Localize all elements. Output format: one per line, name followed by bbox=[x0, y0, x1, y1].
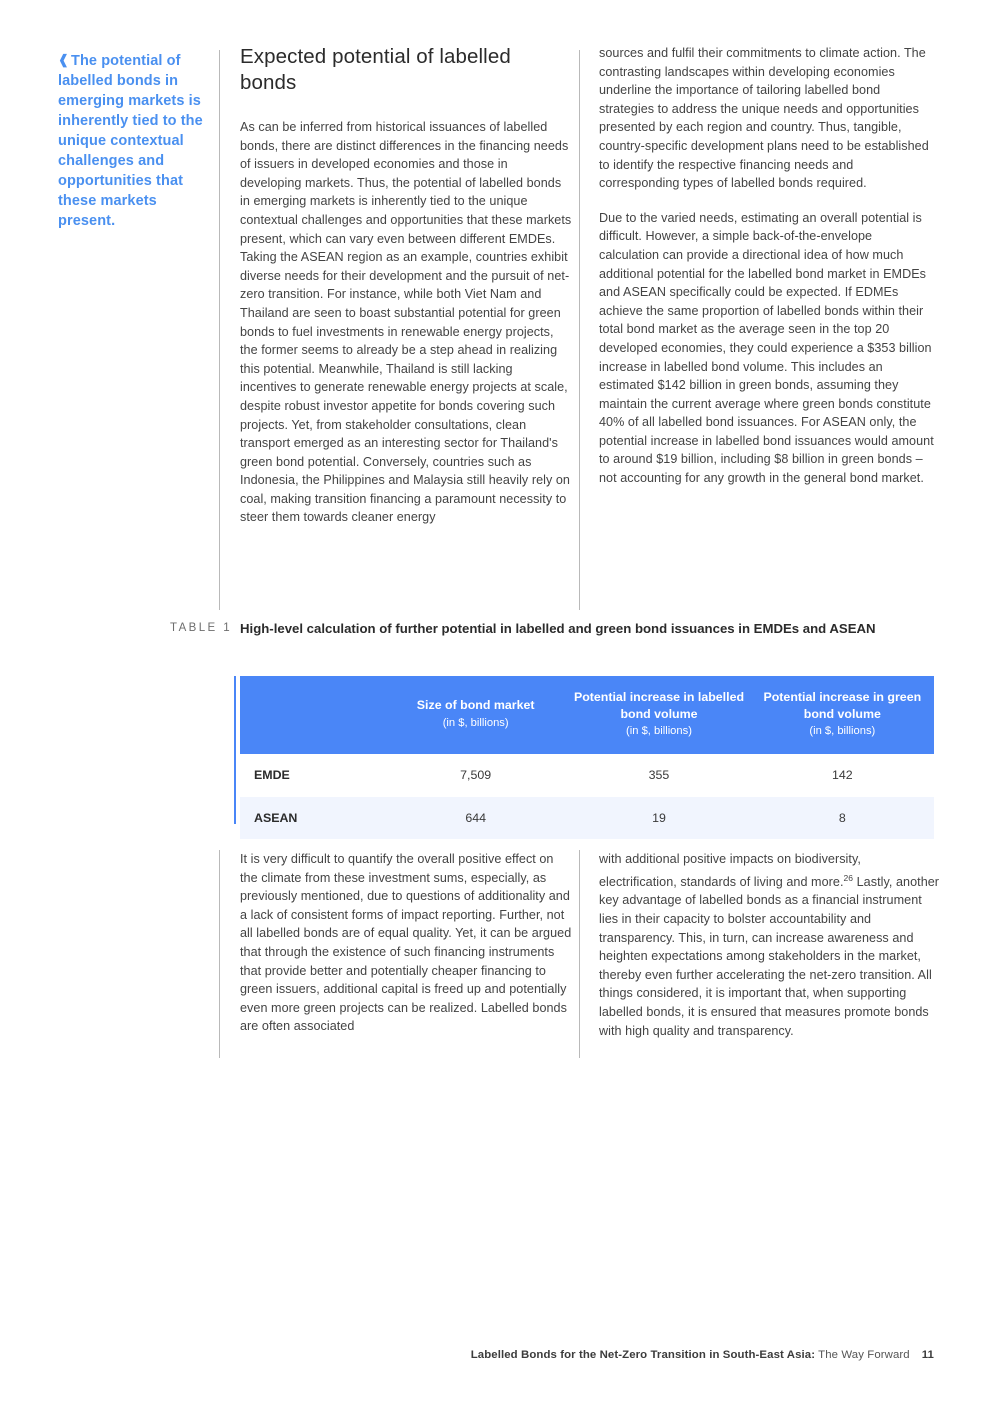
header-main: Size of bond market bbox=[416, 698, 535, 713]
row-name: EMDE bbox=[240, 754, 384, 797]
column-divider-left-bottom bbox=[219, 850, 220, 1058]
footer-title-bold: Labelled Bonds for the Net-Zero Transition in South-East Asia: bbox=[470, 1349, 816, 1361]
quote-marker-icon: ❰ bbox=[58, 52, 69, 67]
table-header bbox=[240, 676, 934, 754]
row-size: 7,509 bbox=[384, 754, 567, 797]
body-paragraph: It is very difficult to quantify the overall positive effect on the climate from these investment sums, especially, as previously mentioned, due to questions of additionality and a lack of consistent forms of impact reporting. Further, not all labelled bonds are of equal quality. Yet, it can be argued that through the existence of such financing instruments that provide better and potentially cheaper financing to green issuers, additional capital is freed up and potentially even more green projects can be realized. Labelled bonds are often associated bbox=[240, 852, 572, 1034]
paragraph-part-2: Lastly, another key advantage of labelled bonds as a financial instrument lies in their capacity to bolster accountability and transparency. This, in turn, can increase awareness and heighten expectations among stakeholders in the market, thereby even further accelerating the net-zero transition. All things considered, it is important that, when supporting labelled bonds, it is ensured that measures promote bonds with high quality and transparency. bbox=[599, 874, 940, 1038]
data-table bbox=[240, 676, 934, 840]
table-body bbox=[240, 754, 934, 840]
page-footer bbox=[471, 1349, 934, 1361]
table-header-cell-blank bbox=[240, 676, 384, 754]
bottom-right-column bbox=[599, 850, 940, 1040]
header-main: Potential increase in green bond volume bbox=[763, 690, 922, 721]
table-caption: High-level calculation of further potential in labelled and green bond issuances in EMDEs and ASEAN bbox=[240, 621, 876, 636]
footnote-ref: 26 bbox=[843, 872, 854, 883]
row-size: 644 bbox=[384, 796, 567, 839]
header-main: Potential increase in labelled bond volume bbox=[573, 690, 745, 721]
footer-title-light: The Way Forward bbox=[815, 1349, 910, 1361]
column-divider-right-bottom bbox=[579, 850, 580, 1058]
page-number: 11 bbox=[921, 1349, 934, 1361]
table-header-cell-size bbox=[384, 676, 567, 754]
row-labelled: 355 bbox=[567, 754, 750, 797]
column-divider-left bbox=[219, 50, 220, 610]
table-header-row bbox=[240, 676, 934, 754]
pullquote bbox=[58, 50, 213, 231]
body-paragraph: sources and fulfil their commitments to climate action. The contrasting landscapes within developing economies underline the importance of tailoring labelled bond strategies to address the unique needs and opportunities presented by each region and country. Thus, tangible, country-specific development plans need to be established to identify the respective financing needs and corresponding types of labelled bonds required. bbox=[599, 46, 929, 191]
row-labelled: 19 bbox=[567, 796, 750, 839]
row-name: ASEAN bbox=[240, 796, 384, 839]
main-column bbox=[240, 44, 572, 527]
header-sub: (in $, billions) bbox=[626, 725, 692, 737]
header-sub: (in $, billions) bbox=[442, 716, 509, 729]
table-row bbox=[240, 754, 934, 797]
column-divider-right bbox=[579, 50, 580, 610]
table-header-cell-green bbox=[751, 676, 934, 754]
page-title: Expected potential of labelled bonds bbox=[240, 45, 511, 94]
bottom-left-column bbox=[240, 850, 572, 1036]
paragraph-part-1: with additional positive impacts on biodiversity, electrification, standards of living and more. bbox=[599, 852, 861, 889]
table-header-cell-labelled bbox=[567, 676, 750, 754]
body-paragraph: Due to the varied needs, estimating an overall potential is difficult. However, a simple back-of-the-envelope calculation can provide a directional idea of how much additional potential for the labelled bond market in EMDEs and ASEAN specifically could be expected. If EDMEs achieve the same proportion of labelled bonds within their total bond market as the average seen in the top 20 developed economies, they could experience a $353 billion increase in labelled bond volume. This includes an estimated $142 billion in green bonds, assuming they maintain the current average where green bonds constitute 40% of all labelled bond issuances. For ASEAN only, the potential increase in labelled bond issuances would amount to around $19 billion, including $8 billion in green bonds – not accounting for any growth in the general bond market. bbox=[599, 210, 934, 486]
table-label: TABLE 1 bbox=[170, 622, 232, 634]
header-sub: (in $, billions) bbox=[809, 725, 876, 737]
body-paragraph: As can be inferred from historical issuances of labelled bonds, there are distinct differences in the financing needs of issuers in developed economies and those in developing markets. Thus, the potential of labelled bonds in emerging markets is inherently tied to the unique contextual challenges and opportunities that these markets present, which can vary even between different EMDEs. Taking the ASEAN region as an example, countries exhibit diverse needs for their development and the pursuit of net-zero transition. For instance, while both Viet Nam and Thailand are seen to boast substantial potential for green bonds to fuel investments in renewable energy projects, the former seems to already be a step ahead in realizing this potential. Meanwhile, Thailand is still lacking incentives to generate renewable energy projects at scale, despite robust investor appetite for bonds covering such projects. Yet, from stakeholder consultations, clean transport emerged as an interesting sector for Thailand's green bond potential. Conversely, countries such as Indonesia, the Philippines and Malaysia still heavily rely on coal, making transition financing a paramount necessity to steer them towards cleaner energy bbox=[240, 120, 572, 525]
table-accent-rule bbox=[234, 676, 236, 824]
row-green: 142 bbox=[751, 754, 934, 797]
row-green: 8 bbox=[751, 796, 934, 839]
right-column bbox=[599, 44, 934, 488]
table-row bbox=[240, 796, 934, 839]
pullquote-text: The potential of labelled bonds in emerging markets is inherently tied to the unique contextual challenges and opportunities that these markets present. bbox=[58, 53, 203, 229]
body-paragraph bbox=[599, 850, 940, 1040]
